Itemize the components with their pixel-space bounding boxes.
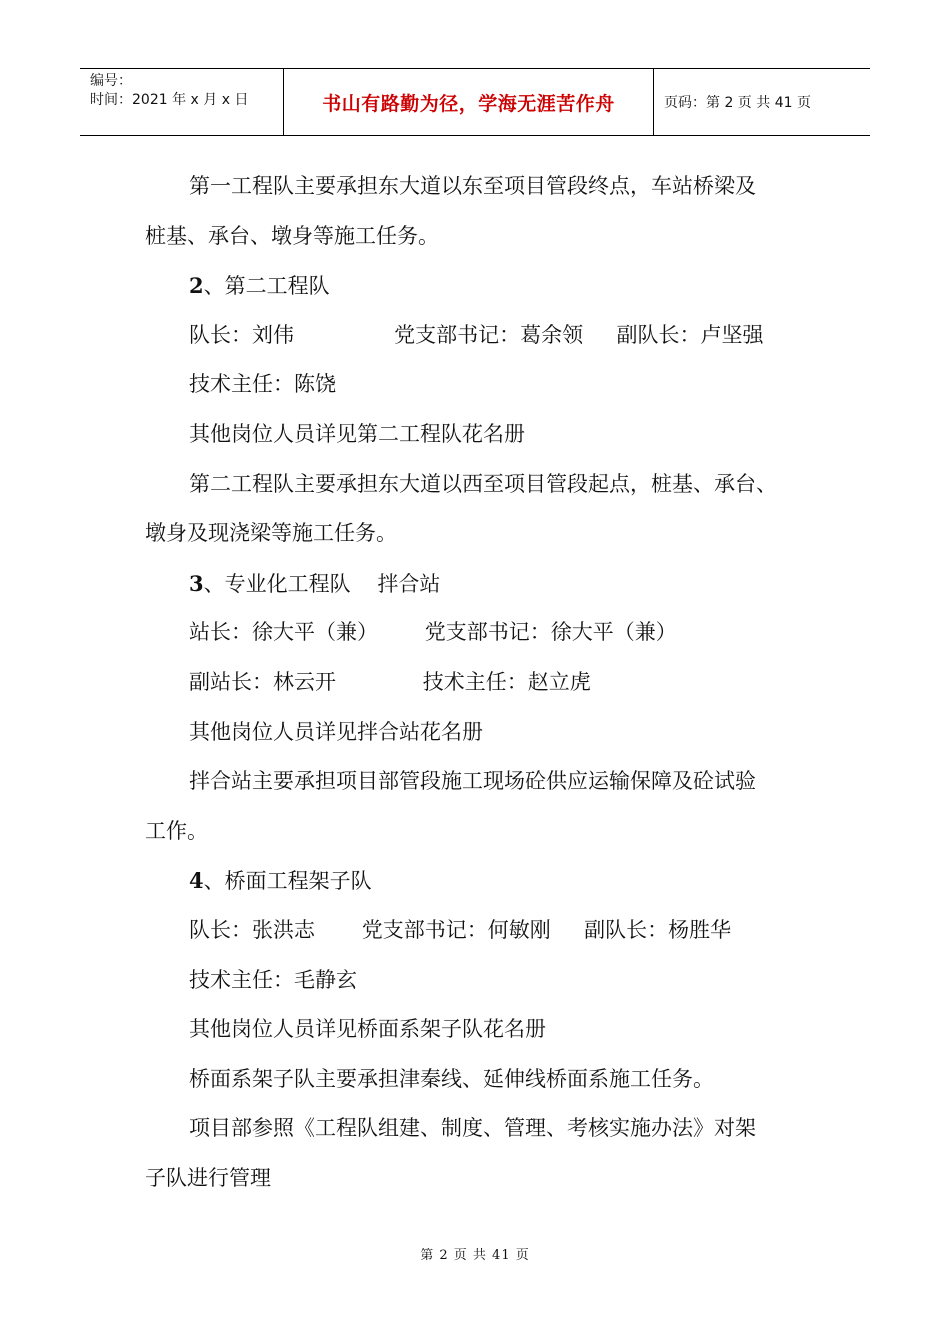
paragraph-line: 技术主任：陈饶 xyxy=(189,372,336,397)
document-date-label: 时间：2021 年 x 月 x 日 xyxy=(90,92,249,108)
section-heading: 4、桥面工程架子队 xyxy=(189,868,372,894)
page-footer: 第 2 页 共 41 页 xyxy=(420,1248,530,1263)
paragraph-line: 拌合站主要承担项目部管段施工现场砼供应运输保障及砼试验 xyxy=(189,769,756,794)
paragraph-line: 其他岗位人员详见拌合站花名册 xyxy=(189,719,483,744)
paragraph-line: 副站长：林云开 技术主任：赵立虎 xyxy=(189,669,591,694)
paragraph-line: 其他岗位人员详见第二工程队花名册 xyxy=(189,421,525,446)
paragraph-line: 站长：徐大平（兼） 党支部书记：徐大平（兼） xyxy=(189,620,677,645)
paragraph-line: 墩身及现浇梁等施工任务。 xyxy=(145,521,397,546)
paragraph-line: 项目部参照《工程队组建、制度、管理、考核实施办法》对架 xyxy=(189,1116,756,1141)
header-motto: 书山有路勤为径，学海无涯苦作舟 xyxy=(322,92,615,115)
paragraph-line: 其他岗位人员详见桥面系架子队花名册 xyxy=(189,1017,546,1042)
header-motto-cell xyxy=(283,69,654,135)
document-body xyxy=(145,162,815,1203)
section-number: 2 xyxy=(189,273,204,299)
paragraph-line: 工作。 xyxy=(145,818,208,843)
paragraph-line: 子队进行管理 xyxy=(145,1165,271,1190)
paragraph-line: 队长：张洪志 党支部书记：何敏刚 副队长：杨胜华 xyxy=(189,917,732,942)
paragraph-line: 技术主任：毛静玄 xyxy=(189,967,357,992)
header-meta xyxy=(80,69,283,135)
paragraph-line: 第一工程队主要承担东大道以东至项目管段终点，车站桥梁及 xyxy=(189,174,756,198)
section-number: 3 xyxy=(189,570,204,596)
paragraph-line: 队长：刘伟 党支部书记：葛余领 副队长：卢坚强 xyxy=(189,322,764,347)
section-heading: 3、专业化工程队 拌合站 xyxy=(189,570,441,596)
document-number-label: 编号： xyxy=(90,73,132,89)
paragraph-line: 桥面系架子队主要承担津秦线、延伸线桥面系施工任务。 xyxy=(189,1066,714,1091)
paragraph-line: 桩基、承台、墩身等施工任务。 xyxy=(145,223,439,248)
page-header xyxy=(80,68,870,136)
section-number: 4 xyxy=(189,868,204,894)
section-heading: 2、第二工程队 xyxy=(189,273,330,299)
header-page-number: 页码：第 2 页 共 41 页 xyxy=(664,95,811,111)
header-page-cell xyxy=(654,69,870,135)
paragraph-line: 第二工程队主要承担东大道以西至项目管段起点，桩基、承台、 xyxy=(189,471,777,496)
